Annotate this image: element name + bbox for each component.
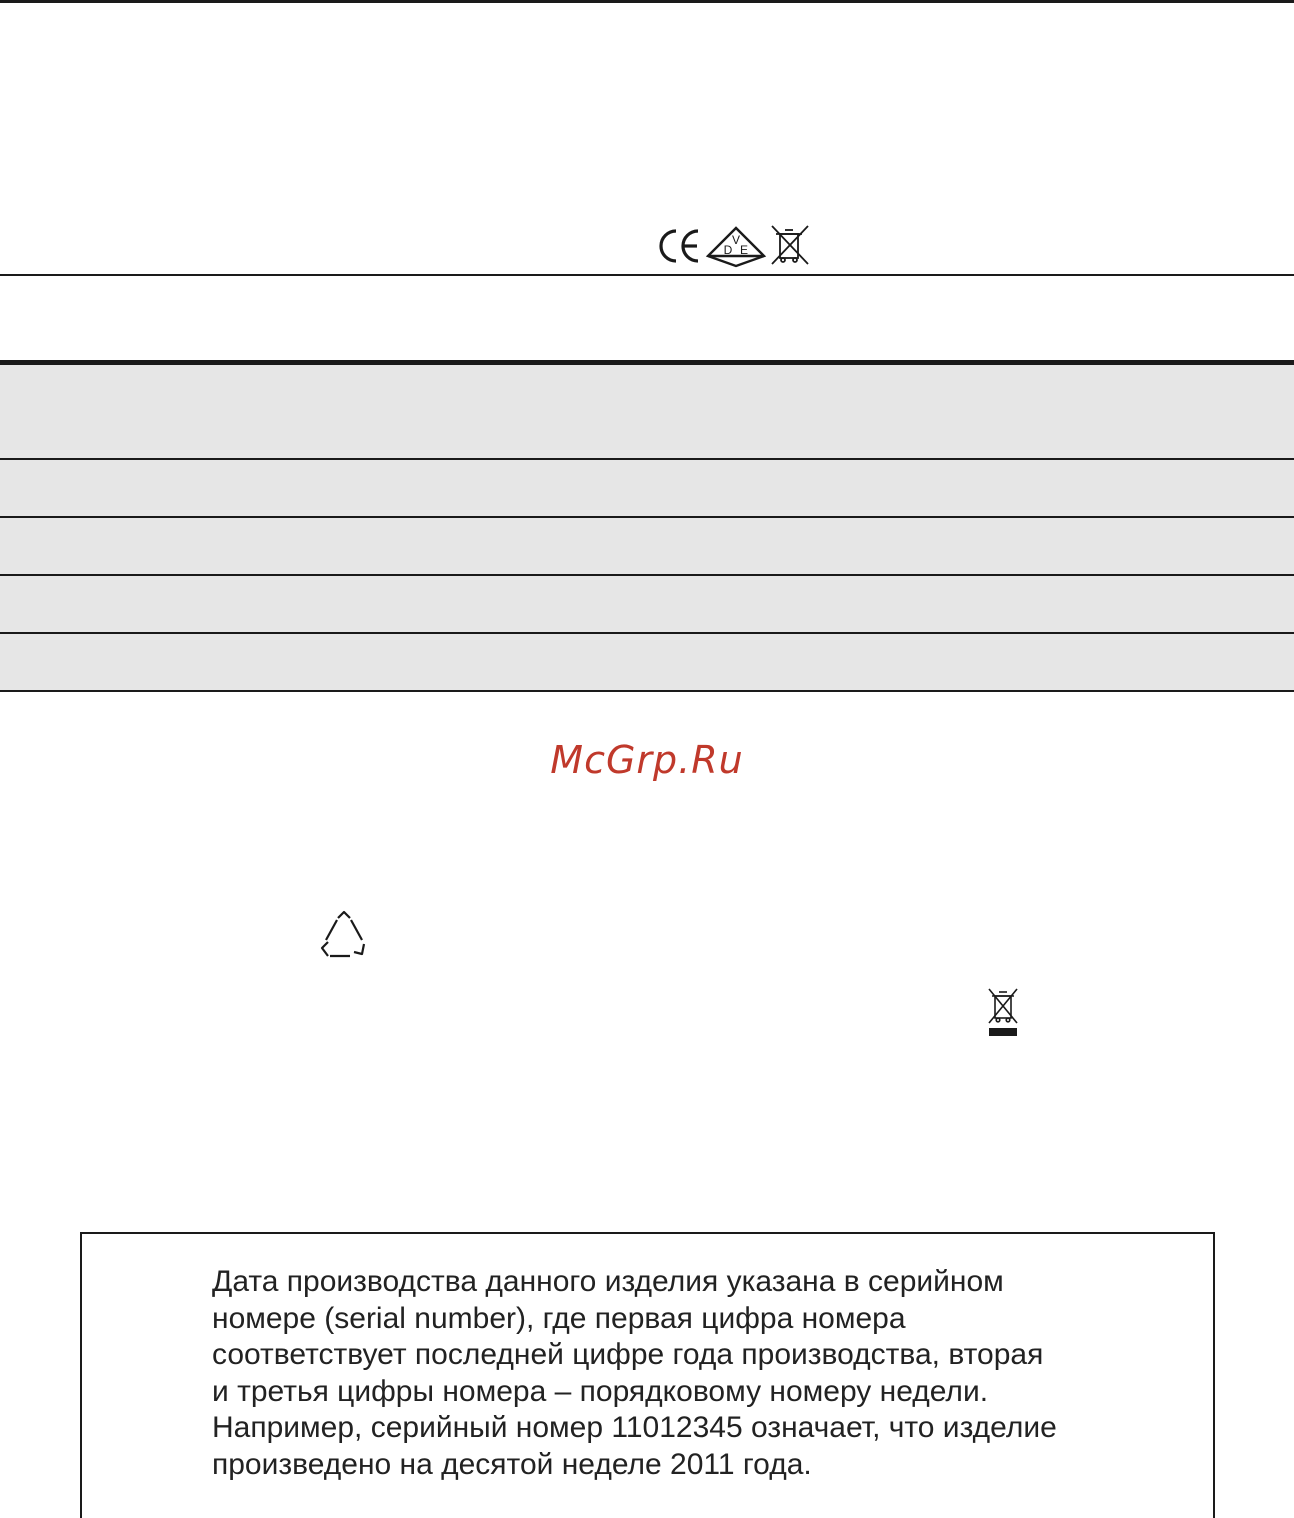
vde-letter-e: E <box>739 243 749 257</box>
table-row <box>0 518 1294 576</box>
notice-line: Дата производства данного изделия указана в серийном <box>212 1265 1004 1298</box>
table-row <box>0 634 1294 692</box>
vde-letter-v: V <box>731 233 741 247</box>
notice-line: соответствует последней цифре года производства, вторая <box>212 1338 1044 1371</box>
notice-line: Например, серийный номер 11012345 означает, что изделие <box>212 1411 1057 1444</box>
weee-crossed-bin-icon <box>984 988 1022 1038</box>
table-row <box>0 360 1294 460</box>
certification-marks <box>652 222 812 268</box>
recycle-icon <box>318 910 370 962</box>
notice-line: произведено на десятой неделе 2011 года. <box>212 1447 812 1481</box>
ce-mark-icon <box>661 231 698 261</box>
notice-line: номере (serial number), где первая цифра номера <box>212 1301 906 1335</box>
top-rule <box>0 0 1294 3</box>
notice-text <box>212 1264 1192 1483</box>
vde-letter-d: D <box>723 243 733 257</box>
table-row <box>0 576 1294 634</box>
serial-number-notice <box>80 1232 1215 1518</box>
weee-crossed-bin-icon <box>772 226 808 264</box>
watermark: McGrp.Ru <box>550 738 744 782</box>
notice-line: и третья цифры номера – порядковому номеру недели. <box>212 1374 989 1408</box>
section-rule <box>0 274 1294 276</box>
vde-mark-icon <box>708 228 764 266</box>
empty-table <box>0 360 1294 692</box>
table-row <box>0 460 1294 518</box>
